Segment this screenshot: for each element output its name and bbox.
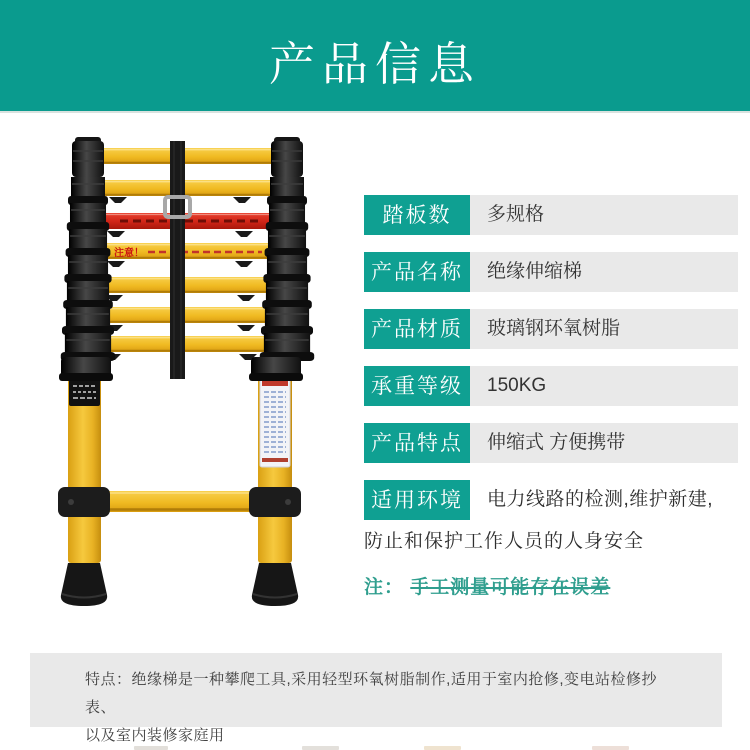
- spec-value: 150KG: [470, 366, 738, 406]
- spec-list: [364, 195, 738, 599]
- spec-value: 多规格: [470, 195, 738, 235]
- ladder-left-rail: [59, 137, 115, 381]
- spec-label: 产品名称: [364, 252, 470, 292]
- spec-label: 承重等级: [364, 366, 470, 406]
- spec-label: 踏板数: [364, 195, 470, 235]
- spec-value: 伸缩式 方便携带: [470, 423, 738, 463]
- spec-row-environment: [364, 480, 738, 520]
- spec-value: 玻璃钢环氧树脂: [470, 309, 738, 349]
- cutoff-thumbnail-2: [302, 746, 339, 750]
- spec-row-load: [364, 366, 738, 406]
- cutoff-thumbnail-1: [134, 746, 168, 750]
- product-photo: [30, 135, 330, 630]
- spec-label: 适用环境: [364, 480, 470, 520]
- page-title: 产品信息: [269, 38, 481, 90]
- measurement-note: [364, 572, 738, 599]
- cutoff-thumbnail-4: [592, 746, 629, 750]
- warning-text: 注意！: [114, 248, 144, 259]
- left-leg-label-sticker: [69, 379, 100, 406]
- spec-value: 绝缘伸缩梯: [470, 252, 738, 292]
- spec-row-name: [364, 252, 738, 292]
- spec-row-features: [364, 423, 738, 463]
- ladder-illustration: [30, 135, 330, 630]
- right-leg-label-sticker: [260, 376, 290, 467]
- spec-label: 产品特点: [364, 423, 470, 463]
- cutoff-thumbnail-3: [424, 746, 461, 750]
- header-banner: [0, 0, 750, 113]
- ladder-left-foot: [61, 563, 107, 606]
- note-prefix: 注：: [364, 577, 405, 598]
- spec-value-environment-line1: 电力线路的检测,维护新建,: [487, 489, 714, 510]
- spec-label: 产品材质: [364, 309, 470, 349]
- ladder-right-foot: [252, 563, 298, 606]
- feature-description-line1: 特点：绝缘梯是一种攀爬工具,采用轻型环氧树脂制作,适用于室内抢修,变电站检修抄表、: [85, 671, 658, 716]
- spec-row-material: [364, 309, 738, 349]
- spec-value-environment-line2: 防止和保护工作人员的人身安全: [364, 531, 645, 552]
- note-text: 手工测量可能存在误差: [410, 577, 611, 598]
- feature-description-box: [30, 653, 722, 744]
- spec-row-steps: [364, 195, 738, 235]
- feature-description-line2: 以及室内装修家庭用: [85, 726, 225, 744]
